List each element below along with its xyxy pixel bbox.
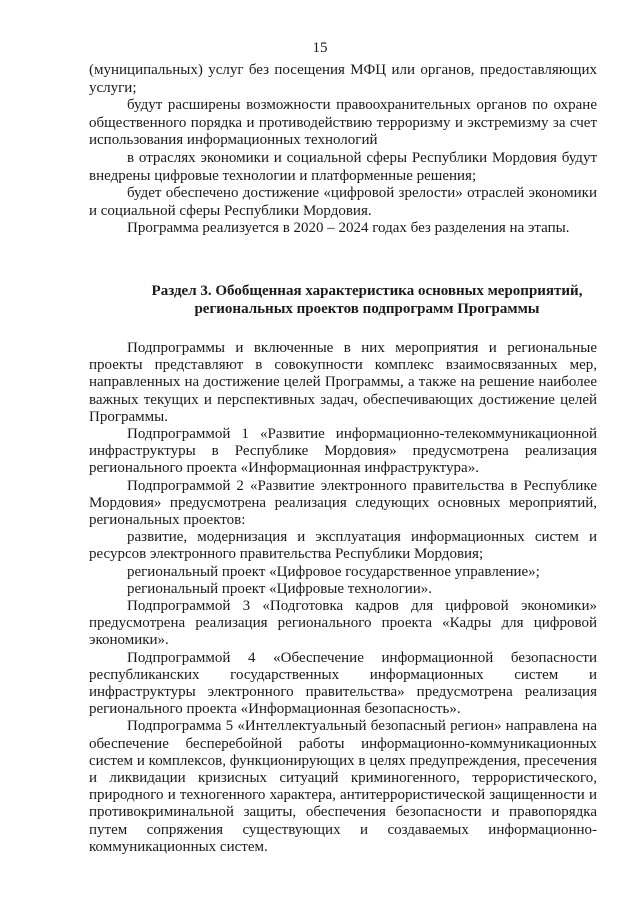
paragraph: Подпрограммы и включенные в них мероприятия и региональные проекты представляют в совокупности комплекс взаимосвязанных мер, направленных на достижение целей Программы, а также на решение наиболее важных текущих и перспективных задач, обеспечивающих достижение целей Программы. bbox=[89, 339, 597, 425]
paragraph: Подпрограммой 3 «Подготовка кадров для цифровой экономики» предусмотрена реализация регионального проекта «Кадры для цифровой экономики». bbox=[89, 597, 597, 649]
list-item: развитие, модернизация и эксплуатация информационных систем и ресурсов электронного правительства Республики Мордовия; bbox=[89, 529, 597, 563]
page-number: 15 bbox=[312, 40, 328, 56]
paragraph: в отраслях экономики и социальной сферы Республики Мордовия будут внедрены цифровые технологии и платформенные решения; bbox=[89, 149, 597, 184]
paragraph: Подпрограммой 2 «Развитие электронного правительства в Республике Мордовия» предусмотрена реализация следующих основных мероприятий, региональных проектов: bbox=[89, 477, 597, 528]
paragraph-continuation: (муниципальных) услуг без посещения МФЦ или органов, предоставляющих услуги; bbox=[89, 62, 597, 96]
paragraph: Подпрограммой 1 «Развитие информационно-телекоммуникационной инфраструктуры в Республике Мордовия» предусмотрена реализация регионального проекта «Информационная инфраструктура». bbox=[89, 425, 597, 477]
paragraph: будет обеспечено достижение «цифровой зрелости» отраслей экономики и социальной сферы Республики Мордовия. bbox=[89, 185, 597, 219]
paragraph: Программа реализуется в 2020 – 2024 годах без разделения на этапы. bbox=[127, 220, 570, 237]
list-item: региональный проект «Цифровые технологии». bbox=[127, 580, 433, 597]
paragraph: будут расширены возможности правоохранительных органов по охране общественного порядка и противодействию терроризму и экстремизму за счет использования информационных технологий bbox=[89, 97, 597, 149]
paragraph: Подпрограмма 5 «Интеллектуальный безопасный регион» направлена на обеспечение бесперебойной работы информационно-коммуникационных систем и комплексов, функционирующих в целях предупреждения, пресечения и ликвидации кризисных ситуаций криминогенного, террористического, природного и техногенного характера, антитеррористической защищенности и противокриминальной защиты, обеспечения безопасности и правопорядка путем сопряжения существующих и создаваемых информационно-коммуникационных систем. bbox=[89, 718, 597, 855]
document-body bbox=[89, 62, 597, 856]
list-item: региональный проект «Цифровое государственное управление»; bbox=[127, 563, 540, 580]
section-heading: Раздел 3. Обобщенная характеристика основных мероприятий, региональных проектов подпрограмм Программы bbox=[151, 282, 583, 317]
paragraph: Подпрограммой 4 «Обеспечение информационной безопасности республиканских государственных информационных систем и инфраструктуры электронного правительства» предусмотрена реализация регионального проекта «Информационная безопасность». bbox=[89, 649, 597, 718]
